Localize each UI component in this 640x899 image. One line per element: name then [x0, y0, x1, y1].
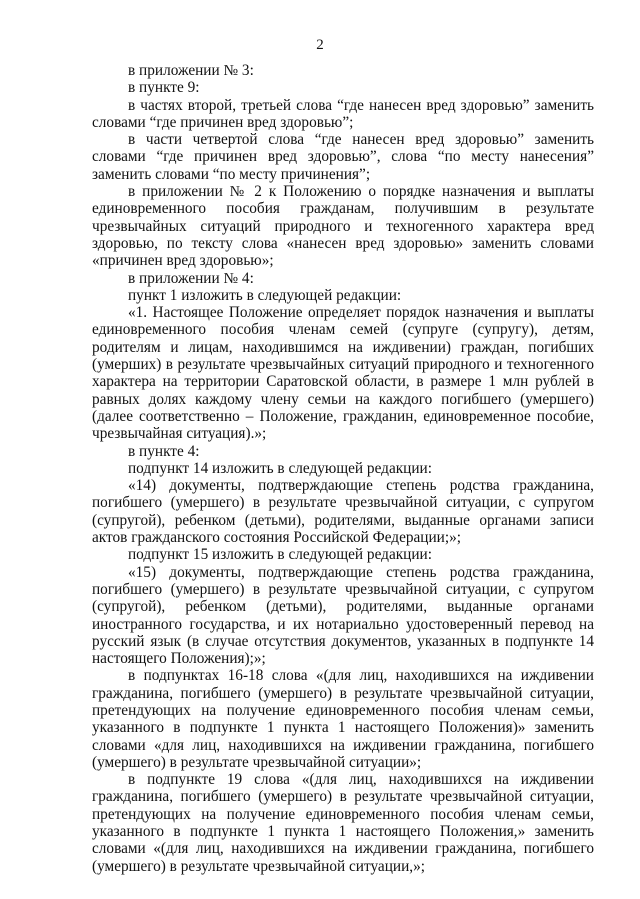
paragraph: подпункт 14 изложить в следующей редакции:: [128, 459, 432, 477]
paragraph: «14) документы, подтверждающие степень родства гражданина, погибшего (умершего) в результате чрезвычайной ситуации, с супругом (супругой), ребенком (детьми), родителями, выданные органами записи актов гражданского состояния Российской Федерации;»;: [92, 477, 594, 547]
paragraph: в приложении № 3:: [128, 62, 254, 79]
paragraph: в подпунктах 16-18 слова «(для лиц, находившихся на иждивении гражданина, погибшего (умершего) в результате чрезвычайной ситуации, претендующих на получение единовременного пособия членам семьи, указанного в подпункте 1 пункта 1 настоящего Положения)» заменить словами «для лиц, находившихся на иждивении гражданина, погибшего (умершего) в результате чрезвычайной ситуации»;: [92, 667, 594, 771]
page-number: 2: [316, 37, 324, 53]
paragraph: в приложении № 2 к Положению о порядке назначения и выплаты единовременного пособия гражданам, получившим в результате чрезвычайных ситуаций природного и техногенного характера вред здоровью, по тексту слова «нанесен вред здоровью» заменить словами «причинен вред здоровью»;: [92, 183, 594, 270]
paragraph: в пункте 9:: [128, 79, 200, 97]
paragraph: «1. Настоящее Положение определяет порядок назначения и выплаты единовременного пособия членам семей (супруге (супругу), детям, родителям и лицам, находившимся на иждивении) граждан, погибших (умерших) в результате чрезвычайных ситуаций природного и техногенного характера на территории Саратовской области, в размере 1 млн рублей в равных долях каждому члену семьи на каждого погибшего (умершего) (далее соответственно – Положение, гражданин, единовременное пособие, чрезвычайная ситуация).»;: [92, 304, 594, 443]
paragraph: в части четвертой слова “где нанесен вред здоровью” заменить словами “где причинен вред здоровью”, слова “по месту нанесения” заменить словами “по месту причинения”;: [92, 131, 594, 183]
paragraph: в частях второй, третьей слова “где нанесен вред здоровью” заменить словами “где причинен вред здоровью”;: [92, 96, 594, 131]
paragraph: в подпункте 19 слова «(для лиц, находившихся на иждивении гражданина, погибшего (умершего) в результате чрезвычайной ситуации, претендующих на получение единовременного пособия членам семьи, указанного в подпункте 1 пункта 1 настоящего Положения,» заменить словами «(для лиц, находившихся на иждивении гражданина, погибшего (умершего) в результате чрезвычайной ситуации,»;: [92, 771, 594, 875]
paragraph: в приложении № 4:: [128, 269, 254, 287]
paragraph: «15) документы, подтверждающие степень родства гражданина, погибшего (умершего) в результате чрезвычайной ситуации, с супругом (супругой), ребенком (детьми), родителями, выданные органами иностранного государства, и их нотариально удостоверенный перевод на русский язык (в случае отсутствия документов, указанных в подпункте 14 настоящего Положения);»;: [92, 563, 594, 668]
paragraph: пункт 1 изложить в следующей редакции:: [128, 286, 402, 304]
document-body: [92, 62, 594, 875]
paragraph: в пункте 4:: [128, 442, 200, 460]
paragraph: подпункт 15 изложить в следующей редакции:: [128, 546, 432, 564]
